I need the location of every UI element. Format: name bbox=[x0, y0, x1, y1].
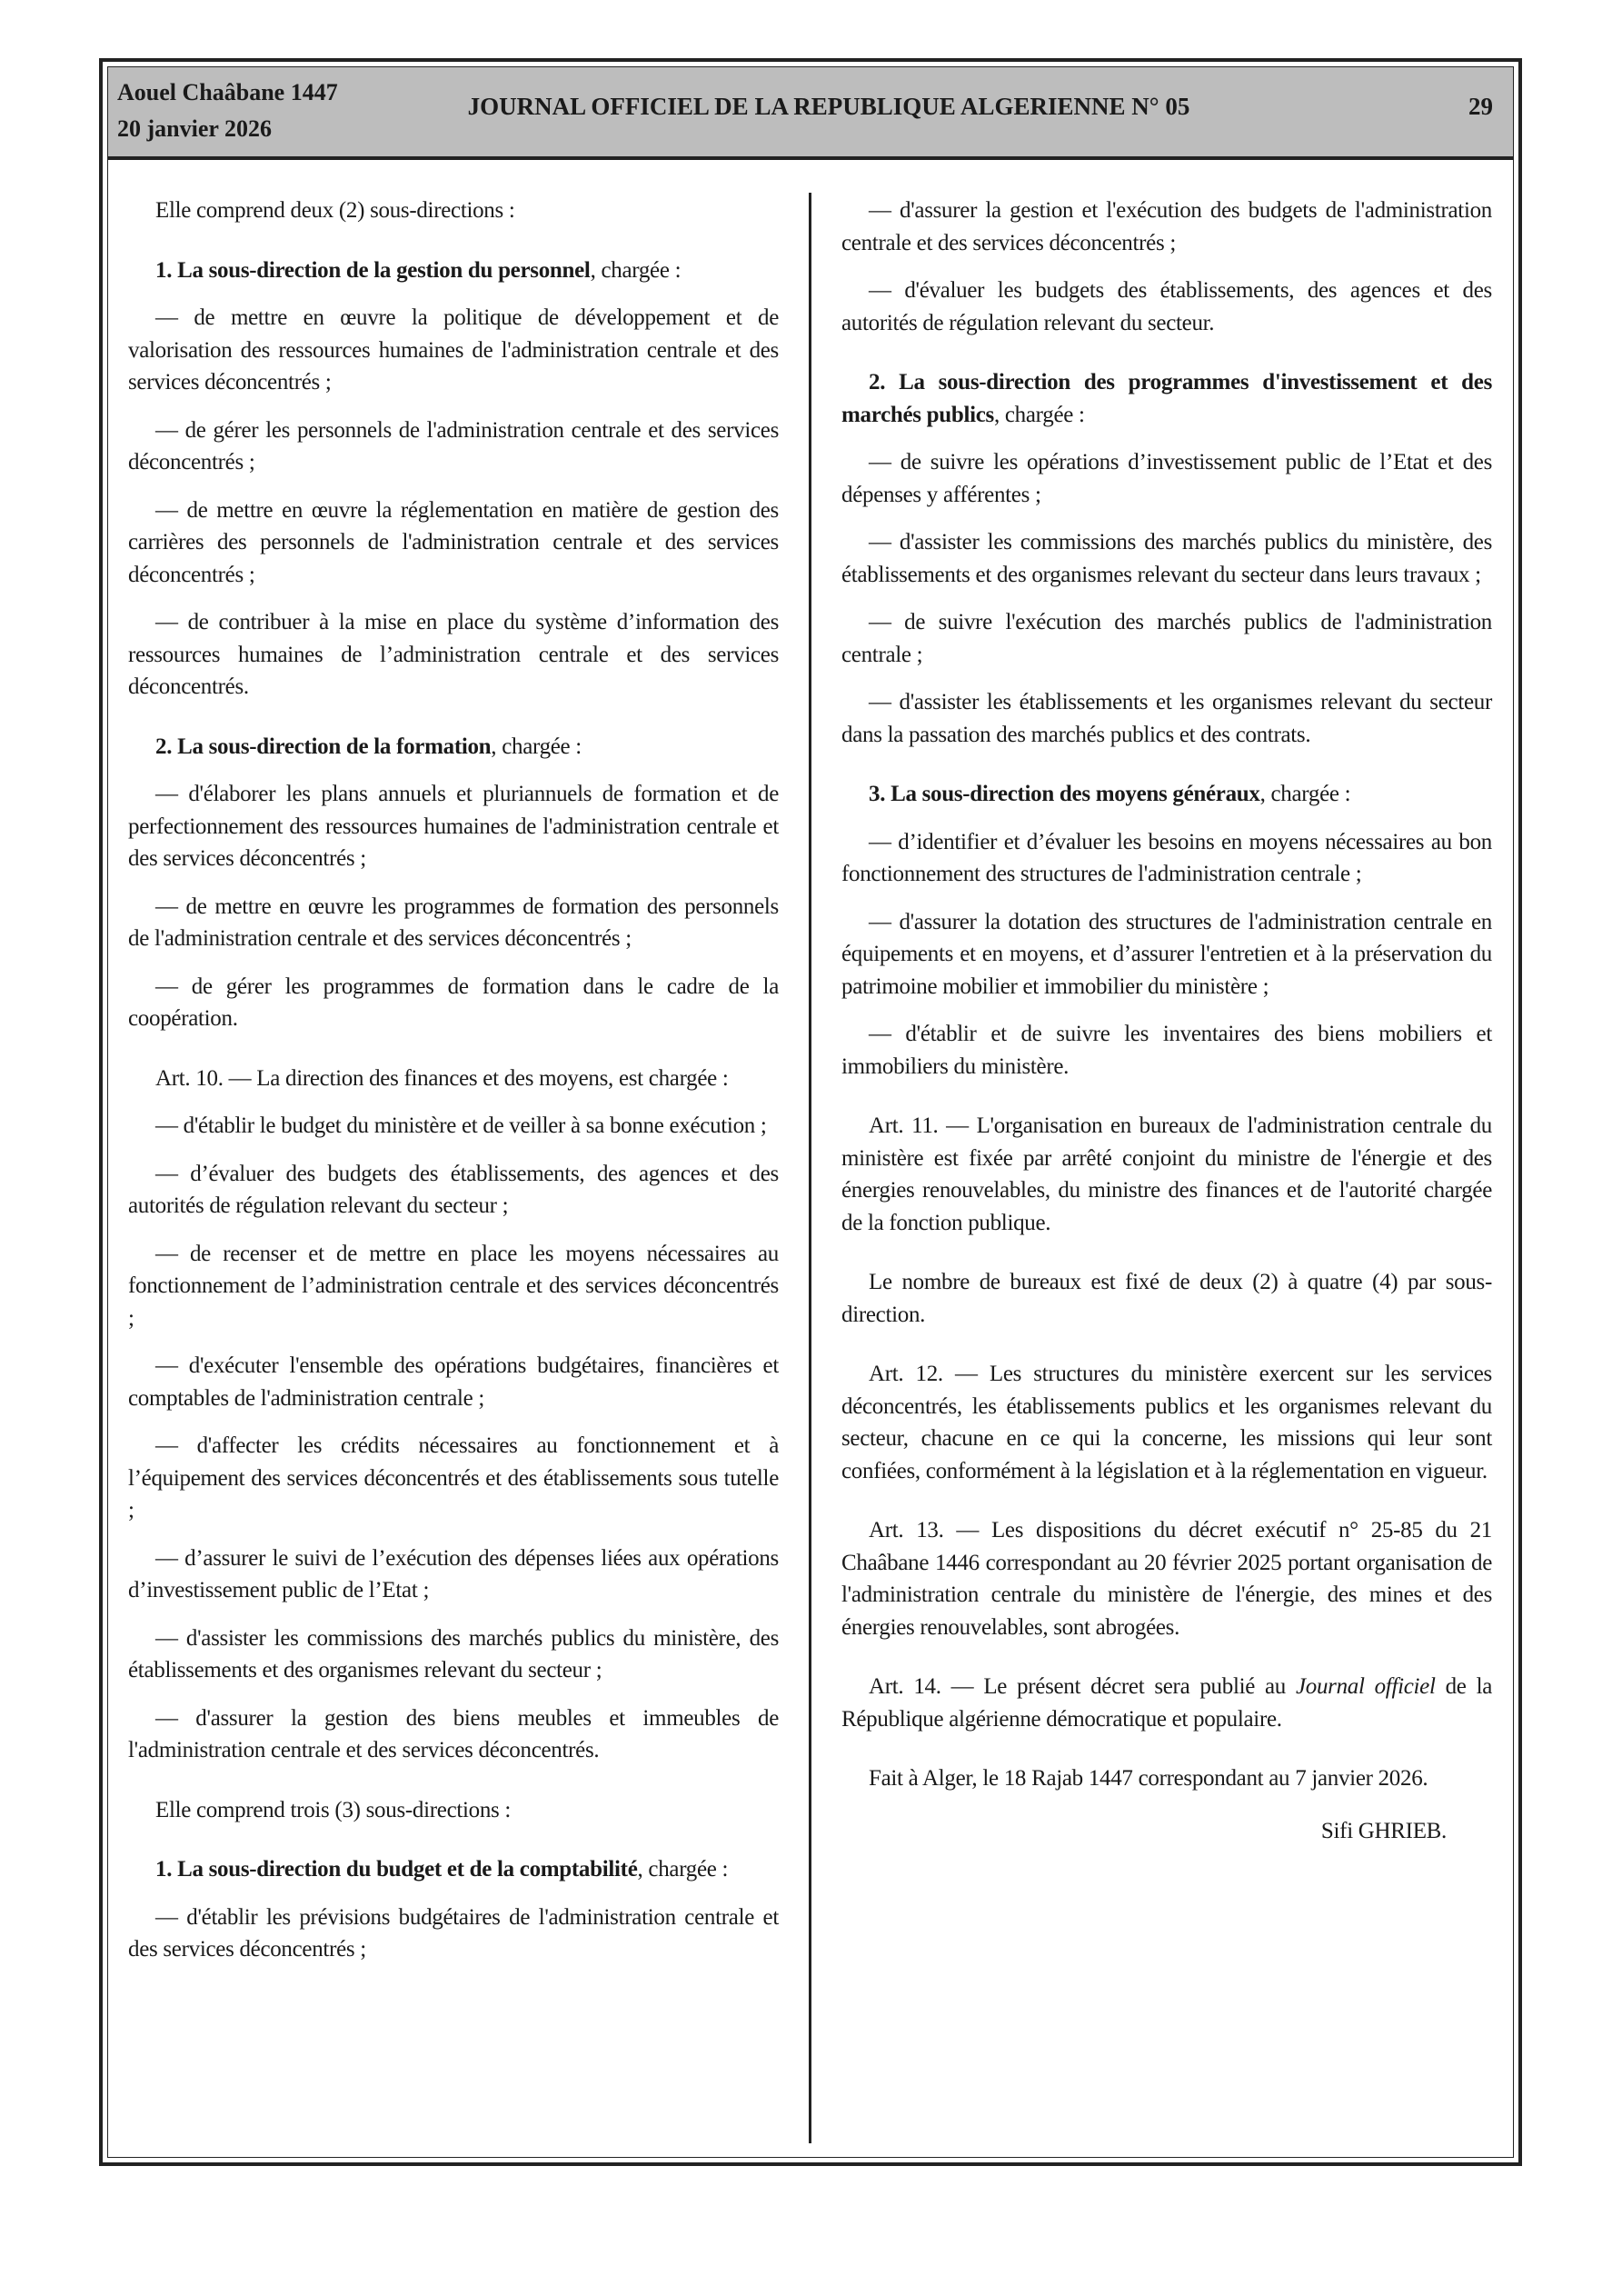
paragraph-text: — de recenser et de mettre en place les moyens nécessaires au fonctionnement de l’administration centrale et des services déconcentrés ; bbox=[128, 1241, 779, 1331]
paragraph bbox=[128, 891, 779, 955]
paragraph-text: — d'établir et de suivre les inventaires des biens mobiliers et immobiliers du ministère. bbox=[841, 1022, 1492, 1079]
paragraph-text: — d'assister les établissements et les organismes relevant du secteur dans la passation des marchés publics et des contrats. bbox=[841, 690, 1492, 747]
paragraph-text: Art. 13. — Les dispositions du décret exécutif n° 25-85 du 21 Chaâbane 1446 correspondant au 20 février 2025 portant organisation de l'administration centrale du ministère de l'énergie, des mines et des énergies renouvelables, sont abrogées. bbox=[841, 1518, 1492, 1640]
paragraph bbox=[128, 731, 779, 764]
section-heading: 3. La sous-direction des moyens généraux bbox=[869, 782, 1260, 806]
paragraph-text: , chargée : bbox=[993, 402, 1085, 427]
paragraph-text: Fait à Alger, le 18 Rajab 1447 correspondant au 7 janvier 2026. bbox=[869, 1766, 1428, 1791]
right-column bbox=[841, 195, 1492, 1862]
header-date-gregorian: 20 janvier 2026 bbox=[117, 115, 272, 142]
journal-title: JOURNAL OFFICIEL DE LA REPUBLIQUE ALGERIENNE N° 05 bbox=[467, 93, 1190, 120]
paragraph bbox=[841, 446, 1492, 511]
paragraph bbox=[128, 1350, 779, 1414]
journal-header bbox=[108, 67, 1513, 160]
italic-text: Journal officiel bbox=[1295, 1674, 1436, 1699]
paragraph bbox=[841, 275, 1492, 339]
paragraph bbox=[841, 195, 1492, 259]
paragraph bbox=[128, 1542, 779, 1607]
paragraph bbox=[841, 526, 1492, 591]
paragraph-text: — d'établir les prévisions budgétaires de l'administration centrale et des services déconcentrés ; bbox=[128, 1904, 779, 1962]
paragraph bbox=[128, 1853, 779, 1886]
column-divider bbox=[809, 193, 811, 2143]
paragraph-text: — de mettre en œuvre la réglementation en matière de gestion des carrières des personnels de l'administration centrale et des services déconcentrés ; bbox=[128, 497, 779, 587]
paragraph bbox=[841, 1514, 1492, 1643]
section-heading: 2. La sous-direction de la formation bbox=[155, 734, 492, 759]
paragraph bbox=[841, 826, 1492, 891]
paragraph-text: — d'assurer la gestion et l'exécution des budgets de l'administration centrale et des services déconcentrés ; bbox=[841, 198, 1492, 255]
paragraph bbox=[128, 255, 779, 287]
left-column bbox=[128, 195, 779, 1982]
paragraph bbox=[841, 1018, 1492, 1083]
paragraph bbox=[128, 1158, 779, 1223]
paragraph bbox=[128, 1702, 779, 1767]
paragraph-text: Elle comprend trois (3) sous-directions : bbox=[155, 1797, 512, 1822]
paragraph-text: — d'élaborer les plans annuels et pluriannuels de formation et de perfectionnement des ressources humaines de l'administration centrale et des services déconcentrés ; bbox=[128, 782, 779, 871]
paragraph-text: — de gérer les programmes de formation dans le cadre de la coopération. bbox=[128, 973, 779, 1031]
paragraph bbox=[128, 778, 779, 875]
paragraph-text: — de mettre en œuvre les programmes de formation des personnels de l'administration centrale et des services déconcentrés ; bbox=[128, 893, 779, 951]
paragraph-text: — de suivre les opérations d’investissement public de l’Etat et des dépenses y afférentes ; bbox=[841, 450, 1492, 507]
paragraph-text: — d'exécuter l'ensemble des opérations budgétaires, financières et comptables de l'administration centrale ; bbox=[128, 1353, 779, 1411]
paragraph-text: , chargée : bbox=[1259, 782, 1351, 806]
paragraph-text: Le nombre de bureaux est fixé de deux (2) à quatre (4) par sous-direction. bbox=[841, 1270, 1492, 1327]
paragraph-text: — d’évaluer des budgets des établissements, des agences et des autorités de régulation relevant du secteur ; bbox=[128, 1161, 779, 1218]
paragraph-text: — de mettre en œuvre la politique de développement et de valorisation des ressources humaines de l'administration centrale et des services déconcentrés ; bbox=[128, 305, 779, 394]
paragraph-text: , chargée : bbox=[590, 257, 682, 283]
paragraph bbox=[841, 1266, 1492, 1331]
section-heading: 2. La sous-direction des programmes d'investissement et des marchés publics bbox=[841, 370, 1492, 427]
paragraph-text: Sifi GHRIEB. bbox=[1320, 1818, 1447, 1843]
page-number: 29 bbox=[1468, 93, 1493, 120]
paragraph bbox=[128, 606, 779, 704]
paragraph bbox=[841, 778, 1492, 811]
paragraph bbox=[128, 302, 779, 399]
paragraph bbox=[841, 366, 1492, 431]
paragraph-text: — de contribuer à la mise en place du système d’information des ressources humaines de l’administration centrale et des services déconcentrés. bbox=[128, 610, 779, 699]
paragraph-text: — d'affecter les crédits nécessaires au fonctionnement et à l’équipement des services déconcentrés et des établissements sous tutelle ; bbox=[128, 1433, 779, 1522]
paragraph-text: , chargée : bbox=[491, 734, 582, 759]
paragraph-text: — d'assurer la dotation des structures de l'administration centrale en équipements et en moyens, et d’assurer l'entretien et à la préservation du patrimoine mobilier et immobilier du ministère ; bbox=[841, 909, 1492, 999]
paragraph-text: Art. 11. — L'organisation en bureaux de l'administration centrale du ministère est fixée par arrêté conjoint du ministre de l'énergie et des énergies renouvelables, du ministre des finances et de l'autorité chargée de la fonction publique. bbox=[841, 1113, 1492, 1235]
paragraph bbox=[128, 1110, 779, 1143]
header-date-hijri: Aouel Chaâbane 1447 bbox=[117, 79, 338, 105]
paragraph bbox=[841, 1358, 1492, 1487]
paragraph bbox=[128, 971, 779, 1035]
paragraph-text: — d'assister les commissions des marchés publics du ministère, des établissements et des organismes relevant du secteur ; bbox=[128, 1625, 779, 1682]
paragraph bbox=[128, 1238, 779, 1335]
paragraph-text: — d'évaluer les budgets des établissements, des agences et des autorités de régulation relevant du secteur. bbox=[841, 278, 1492, 335]
paragraph bbox=[841, 1762, 1492, 1795]
paragraph bbox=[128, 195, 779, 227]
section-heading: 1. La sous-direction du budget et de la comptabilité bbox=[155, 1857, 638, 1882]
paragraph bbox=[841, 906, 1492, 1003]
paragraph-text: Elle comprend deux (2) sous-directions : bbox=[155, 198, 515, 223]
section-heading: 1. La sous-direction de la gestion du personnel bbox=[155, 257, 591, 283]
paragraph bbox=[128, 1794, 779, 1827]
paragraph bbox=[128, 1902, 779, 1966]
paragraph-text: — d’assurer le suivi de l’exécution des dépenses liées aux opérations d’investissement public de l’Etat ; bbox=[128, 1545, 779, 1602]
paragraph bbox=[128, 414, 779, 479]
paragraph bbox=[128, 1063, 779, 1095]
paragraph bbox=[841, 606, 1492, 671]
paragraph-text: Art. 14. — Le présent décret sera publié au bbox=[869, 1674, 1296, 1699]
paragraph-text: de la République algérienne démocratique et populaire. bbox=[841, 1674, 1493, 1732]
paragraph-text: — de suivre l'exécution des marchés publics de l'administration centrale ; bbox=[841, 610, 1492, 667]
paragraph-text: Art. 10. — La direction des finances et des moyens, est chargée : bbox=[155, 1065, 729, 1091]
paragraph bbox=[841, 1671, 1492, 1735]
paragraph-text: — d'assurer la gestion des biens meubles et immeubles de l'administration centrale et des services déconcentrés. bbox=[128, 1705, 779, 1762]
paragraph-text: , chargée : bbox=[637, 1857, 729, 1882]
paragraph bbox=[128, 1430, 779, 1527]
signature bbox=[841, 1815, 1492, 1848]
paragraph-text: — de gérer les personnels de l'administration centrale et des services déconcentrés ; bbox=[128, 417, 779, 474]
paragraph-text: — d'établir le budget du ministère et de veiller à sa bonne exécution ; bbox=[155, 1113, 767, 1138]
paragraph-text: Art. 12. — Les structures du ministère exercent sur les services déconcentrés, les établissements publics et les organismes relevant du secteur, chacune en ce qui la concerne, les missions qui leur sont confiées, conformément à la législation et à la réglementation en vigueur. bbox=[841, 1362, 1492, 1483]
paragraph bbox=[841, 686, 1492, 751]
paragraph bbox=[128, 494, 779, 592]
paragraph bbox=[841, 1110, 1492, 1239]
paragraph-text: — d'assister les commissions des marchés publics du ministère, des établissements et des organismes relevant du secteur dans leurs travaux ; bbox=[841, 530, 1492, 587]
paragraph bbox=[128, 1622, 779, 1687]
paragraph-text: — d’identifier et d’évaluer les besoins en moyens nécessaires au bon fonctionnement des structures de l'administration centrale ; bbox=[841, 829, 1492, 886]
